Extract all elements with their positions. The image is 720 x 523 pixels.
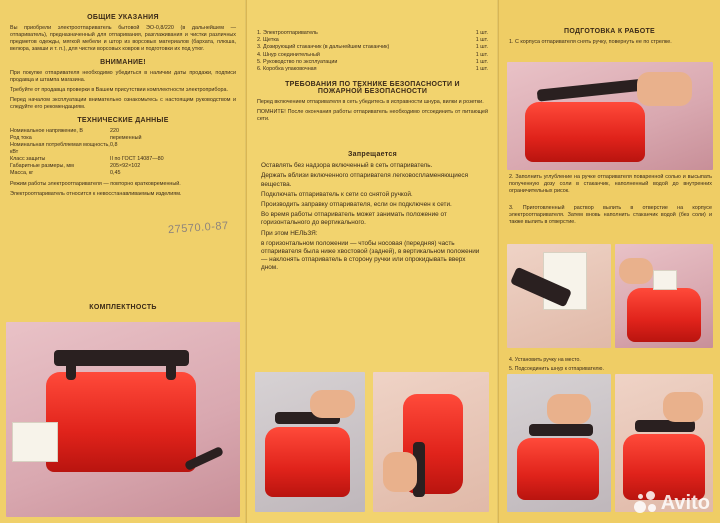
list-item: 5. Руководство по эксплуатации 1 шт. — [257, 58, 488, 65]
step-3-photo — [615, 244, 713, 348]
safety-text: Перед включением отпаривателя в сеть убедитесь в исправности шнура, вилки и розетки. — [257, 99, 484, 106]
list-item: 4. Шнур соединительный 1 шт. — [257, 51, 488, 58]
attention-text-2: Требуйте от продавца проверки в Вашем присутствии комплектности электроприбора. — [10, 87, 228, 93]
general-text: Вы приобрели электроотпариватель бытовой ЭО-0,8/220 (в дальнейшем — отпариватель), предназначенный для отпаривания, разглаживания и чистки различных предметов одежды, мягкой мебели и штор из ворсовых материалов (бархата, плюша, велюра, замши и т. п.), для чистки ворсовых ковров и подготовки их под утюг. — [10, 25, 236, 52]
tech-row: Габаритные размеры, мм 205×92×102 — [10, 163, 141, 169]
avito-watermark — [634, 491, 710, 515]
tech-title: ТЕХНИЧЕСКИЕ ДАННЫЕ — [77, 117, 169, 124]
kit-title: КОМПЛЕКТНОСТЬ — [89, 304, 157, 311]
steamer-use-photo-1 — [255, 372, 365, 512]
attention-text: При покупке отпаривателя необходимо убедиться в наличии даты продажи, подписи продавца и штампа магазина. — [10, 70, 236, 83]
step-1-photo — [507, 62, 713, 170]
kit-list — [257, 30, 488, 73]
step-1: 1. С корпуса отпаривателя снять ручку, повернуть ее по стрелке. — [509, 39, 672, 45]
panel-preparation — [498, 0, 720, 523]
step-4: 4. Установить ручку на место. — [509, 357, 581, 364]
step-3: 3. Приготовленный раствор вылить в отверстие на корпусе электроотпаривателя. Затем вновь наполнить стаканчик водой (без соли) и также вылить в отверстие. — [509, 205, 712, 225]
watermark-text: Avito — [660, 491, 710, 514]
forbidden-title: Запрещается — [348, 151, 397, 159]
list-item: 6. Коробка упаковочная 1 шт. — [257, 66, 488, 73]
safety-text-2: ПОМНИТЕ! После окончания работы отпариватель необходимо отсоединить от питающей сети. — [257, 109, 488, 123]
steamer-kit-photo — [6, 322, 240, 517]
tech-data-list — [10, 128, 236, 177]
list-item: Держать вблизи включенного отпаривателя легковоспламеняющиеся вещества. — [261, 172, 469, 188]
tech-row: Род тока переменный — [10, 135, 142, 141]
avito-logo-icon — [634, 491, 658, 515]
gost-stamp: 27570.0-87 — [167, 219, 230, 237]
step-2-photo — [507, 244, 611, 348]
list-item: 2. Щетка 1 шт. — [257, 37, 488, 44]
tech-row: Масса, кг 0,45 — [10, 170, 121, 176]
list-item: Во время работы отпариватель может занимать положение от горизонтального до вертикального. — [261, 211, 447, 227]
step-2: 2. Заполнить углубление на ручке отпаривателя поваренной солью и высыпать полученную дозу соли в стаканчик, наполненный водой до внутренних ограничительных рисок. — [509, 174, 712, 194]
step-4-photo — [507, 374, 611, 512]
panel-safety — [246, 0, 498, 523]
tech-row: Номинальная потребляемая мощность, кВт 0,8 — [10, 142, 118, 155]
list-item: При этом НЕЛЬЗЯ: — [261, 229, 318, 237]
step-5: 5. Подсоединить шнур к отпаривателю. — [509, 366, 604, 373]
panel-general — [0, 0, 246, 523]
mode-text-2: Электроотпариватель относится к невосстанавливаемым изделиям. — [10, 191, 182, 197]
prep-title: ПОДГОТОВКА К РАБОТЕ — [563, 28, 655, 35]
general-title: ОБЩИЕ УКАЗАНИЯ — [87, 14, 159, 21]
list-item: 1. Электроотпариватель 1 шт. — [257, 30, 488, 36]
mode-text: Режим работы электроотпаривателя — повторно кратковременный. — [10, 181, 181, 187]
list-item: Производить заправку отпаривателя, если он подключен к сети. — [261, 201, 452, 209]
steamer-use-photo-2 — [373, 372, 489, 512]
list-item: в горизонтальном положении — чтобы носовая (передняя) часть отпаривателя была ниже хвостовой (задней), в вертикальном положении — наклонять отпариватель в сторону ручки или опрокидывать вверх дном. — [261, 239, 480, 272]
list-item: Подключать отпариватель к сети со снятой ручкой. — [261, 190, 413, 198]
tech-row: Класс защиты II по ГОСТ 14087—80 — [10, 156, 164, 162]
tech-row: Номинальное напряжение, В 220 — [10, 128, 119, 134]
list-item: 3. Дозирующий стаканчик (в дальнейшем стаканчик) 1 шт. — [257, 44, 488, 51]
attention-title: ВНИМАНИЕ! — [100, 59, 146, 66]
safety-title: ТРЕБОВАНИЯ ПО ТЕХНИКЕ БЕЗОПАСНОСТИ И ПОЖАРНОЙ БЕЗОПАСНОСТИ — [285, 81, 460, 96]
attention-text-3: Перед началом эксплуатации внимательно ознакомьтесь с настоящим руководством и следуйте его рекомендациям. — [10, 97, 236, 110]
list-item: Оставлять без надзора включенный в сеть отпариватель. — [261, 162, 433, 170]
forbidden-list — [257, 162, 488, 272]
